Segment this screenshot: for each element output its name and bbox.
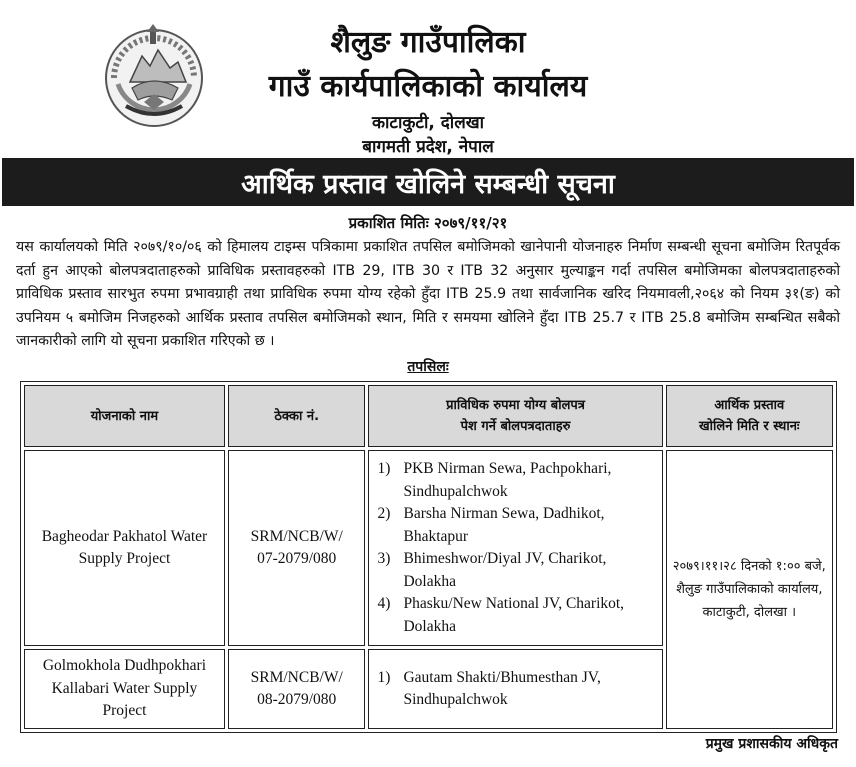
list-item <box>377 593 653 638</box>
bidder-name: Gautam Shakti/Bhumesthan JV, Sindhupalchwok <box>403 668 601 708</box>
table-row <box>24 450 833 646</box>
bidder-number: 4) <box>377 595 391 612</box>
header-contract: ठेक्का नं. <box>228 385 366 447</box>
contract-number-line2: 07-2079/080 <box>257 550 337 567</box>
contract-number-line1: SRM/NCB/W/ <box>250 668 343 686</box>
bidder-number: 1) <box>377 460 391 477</box>
notice-title: आर्थिक प्रस्ताव खोलिने सम्बन्धी सूचना <box>2 158 854 206</box>
municipality-name: शैलुङ गाउँपालिका <box>330 25 526 60</box>
project-name: Bagheodar Pakhatol Water Supply Project <box>24 450 225 646</box>
published-date: प्रकाशित मितिः २०७९/११/२१ <box>348 214 508 232</box>
header-bidders-line1: प्राविधिक रुपमा योग्य बोलपत्र <box>446 398 585 413</box>
bidders-list <box>377 667 653 712</box>
contract-number-line2: 08-2079/080 <box>257 691 337 708</box>
schedule-label: तपसिलः <box>407 359 449 375</box>
office-address: काटाकुटी, दोलखा <box>371 113 485 133</box>
bidders-list <box>377 458 653 638</box>
list-item <box>377 548 653 593</box>
header-opening <box>666 385 833 447</box>
opening-date-place: २०७९।११।२८ दिनको १:०० बजे, शैलुङ गाउँपालिकाको कार्यालय, काटाकुटी, दोलखा । <box>666 450 833 729</box>
bidder-number: 3) <box>377 550 391 567</box>
table-header-row <box>24 385 833 447</box>
bidder-name: Phasku/New National JV, Charikot, Dolakha <box>403 595 625 635</box>
contract-number-line1: SRM/NCB/W/ <box>250 527 343 545</box>
header-opening-line1: आर्थिक प्रस्ताव <box>714 398 785 413</box>
bidders-cell <box>368 450 662 646</box>
project-name: Golmokhola Dudhpokhari Kallabari Water Supply Project <box>24 649 225 729</box>
bidder-name: PKB Nirman Sewa, Pachpokhari, Sindhupalchwok <box>403 460 612 500</box>
header-opening-line2: खोलिने मिति र स्थानः <box>699 419 800 434</box>
header-bidders <box>368 385 662 447</box>
office-name: गाउँ कार्यपालिकाको कार्यालय <box>268 69 588 104</box>
bidder-number: 2) <box>377 505 391 522</box>
bidders-cell <box>368 649 662 729</box>
bidder-name: Bhimeshwor/Diyal JV, Charikot, Dolakha <box>403 550 607 590</box>
province-country: बागमती प्रदेश, नेपाल <box>362 137 494 157</box>
notice-body: यस कार्यालयको मिति २०७९/१०/०६ को हिमालय टाइम्स पत्रिकामा प्रकाशित तपसिल बमोजिमको खानेपानी योजनाहरु निर्माण सम्बन्धी सूचना बमोजिम रितपूर्वक दर्ता हुन आएको बोलपत्रदाताहरुको प्राविधिक प्रस्तावहरुको ITB 29, ITB 30 र ITB 32 अनुसार मुल्याङ्कन गर्दा तपसिल बमोजिमका बोलपत्रदाताहरुको प्राविधिक प्रस्ताव सारभुत रुपमा प्रभावग्राही तथा प्राविधिक रुपमा योग्य रहेको हुँदा ITB 25.9 तथा सार्वजानिक खरिद नियमावली,२०६४ को नियम ३१(ङ) को उपनियम ५ बमोजिम निजहरुको आर्थिक प्रस्ताव तपसिल बमोजिमको स्थान, मिति र समयमा खोलिने हुँदा ITB 25.7 र ITB 25.8 बमोजिम सम्बन्धित सबैको जानकारीको लागि यो सूचना प्रकाशित गरिएको छ । <box>16 239 840 349</box>
list-item <box>377 458 653 503</box>
contract-number <box>228 649 366 729</box>
header-bidders-line2: पेश गर्ने बोलपत्रदाताहरु <box>460 419 571 434</box>
bidders-table <box>20 381 837 733</box>
bidder-name: Barsha Nirman Sewa, Dadhikot, Bhaktapur <box>403 505 605 545</box>
list-item <box>377 667 653 712</box>
list-item <box>377 503 653 548</box>
signatory-title: प्रमुख प्रशासकीय अधिकृत <box>705 736 838 752</box>
bidder-number: 1) <box>377 668 391 686</box>
header-project: योजनाको नाम <box>24 385 225 447</box>
contract-number <box>228 450 366 646</box>
